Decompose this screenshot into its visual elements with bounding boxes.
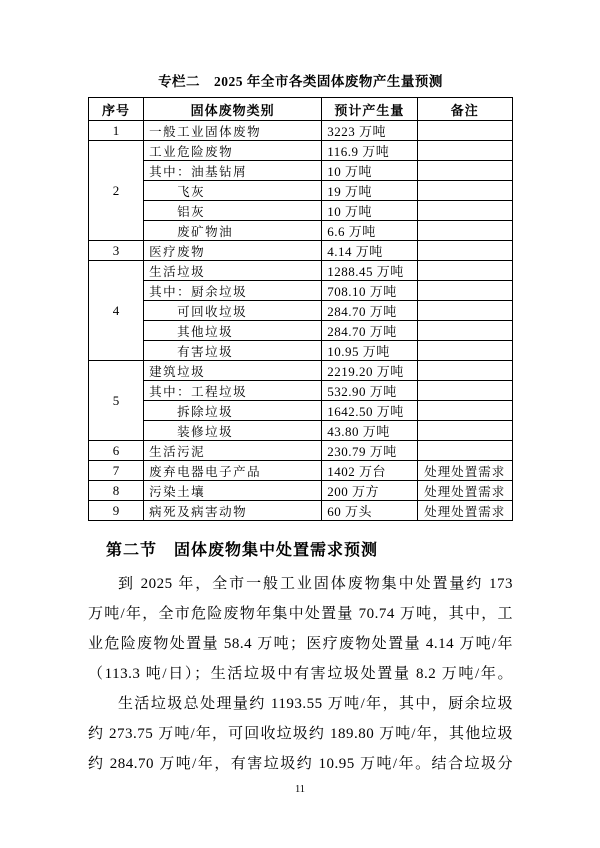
amount-cell: 532.90 万吨	[322, 381, 417, 401]
paragraph-line: 约 273.75 万吨/年，可回收垃圾约 189.80 万吨/年，其他垃圾	[88, 726, 513, 742]
remark-cell	[417, 241, 512, 261]
amount-cell: 60 万头	[322, 501, 417, 521]
category-cell: 可回收垃圾	[144, 301, 322, 321]
amount-cell: 10 万吨	[322, 161, 417, 181]
amount-cell: 230.79 万吨	[322, 441, 417, 461]
table-row	[89, 201, 513, 221]
remark-cell	[417, 341, 512, 361]
table-row	[89, 321, 513, 341]
remark-cell	[417, 361, 512, 381]
seq-cell: 3	[89, 241, 144, 261]
table-row	[89, 401, 513, 421]
remark-cell: 处理处置需求	[417, 501, 512, 521]
table-row	[89, 381, 513, 401]
amount-cell: 1642.50 万吨	[322, 401, 417, 421]
waste-forecast-table	[88, 97, 513, 521]
table-row	[89, 241, 513, 261]
paragraph-line: 约 284.70 万吨/年，有害垃圾约 10.95 万吨/年。结合垃圾分	[88, 756, 513, 772]
page-number: 11	[294, 784, 306, 795]
paragraph-line: 到 2025 年，全市一般工业固体废物集中处置量约 173	[118, 576, 513, 592]
amount-cell: 6.6 万吨	[322, 221, 417, 241]
category-cell: 生活污泥	[144, 441, 322, 461]
section-heading: 第二节 固体废物集中处置需求预测	[106, 542, 379, 559]
amount-cell: 200 万方	[322, 481, 417, 501]
remark-cell	[417, 441, 512, 461]
amount-cell: 19 万吨	[322, 181, 417, 201]
remark-cell	[417, 121, 512, 141]
category-cell: 飞灰	[144, 181, 322, 201]
box-table-title: 专栏二 2025 年全市各类固体废物产生量预测	[158, 74, 443, 89]
table-row	[89, 341, 513, 361]
remark-cell	[417, 141, 512, 161]
remark-cell	[417, 161, 512, 181]
category-cell: 医疗废物	[144, 241, 322, 261]
amount-cell: 10.95 万吨	[322, 341, 417, 361]
page-content	[88, 0, 513, 779]
category-cell: 污染土壤	[144, 481, 322, 501]
amount-cell: 43.80 万吨	[322, 421, 417, 441]
category-cell: 废矿物油	[144, 221, 322, 241]
remark-cell	[417, 221, 512, 241]
table-row	[89, 361, 513, 381]
seq-cell: 4	[89, 261, 144, 361]
table-header	[89, 98, 513, 121]
amount-cell: 1402 万台	[322, 461, 417, 481]
table-row	[89, 481, 513, 501]
seq-cell: 6	[89, 441, 144, 461]
col-header-amount: 预计产生量	[322, 98, 417, 121]
amount-cell: 10 万吨	[322, 201, 417, 221]
table-row	[89, 441, 513, 461]
amount-cell: 2219.20 万吨	[322, 361, 417, 381]
remark-cell	[417, 421, 512, 441]
table-row	[89, 121, 513, 141]
category-cell: 装修垃圾	[144, 421, 322, 441]
table-row	[89, 261, 513, 281]
remark-cell	[417, 281, 512, 301]
remark-cell	[417, 381, 512, 401]
remark-cell	[417, 201, 512, 221]
category-cell: 其中：厨余垃圾	[144, 281, 322, 301]
amount-cell: 284.70 万吨	[322, 301, 417, 321]
seq-cell: 1	[89, 121, 144, 141]
amount-cell: 708.10 万吨	[322, 281, 417, 301]
seq-cell: 8	[89, 481, 144, 501]
table-header-row	[89, 98, 513, 121]
amount-cell: 1288.45 万吨	[322, 261, 417, 281]
category-cell: 其他垃圾	[144, 321, 322, 341]
table-row	[89, 461, 513, 481]
table-row	[89, 141, 513, 161]
table-row	[89, 501, 513, 521]
paragraph-line: 万吨/年，全市危险废物年集中处置量 70.74 万吨，其中，工	[88, 606, 513, 622]
remark-cell	[417, 181, 512, 201]
body-text	[88, 569, 513, 779]
seq-cell: 9	[89, 501, 144, 521]
category-cell: 生活垃圾	[144, 261, 322, 281]
table-row	[89, 181, 513, 201]
amount-cell: 3223 万吨	[322, 121, 417, 141]
table-row	[89, 301, 513, 321]
table-row	[89, 281, 513, 301]
category-cell: 废弃电器电子产品	[144, 461, 322, 481]
category-cell: 其中：工程垃圾	[144, 381, 322, 401]
remark-cell	[417, 301, 512, 321]
category-cell: 建筑垃圾	[144, 361, 322, 381]
paragraph-line: 生活垃圾总处理量约 1193.55 万吨/年，其中，厨余垃圾	[118, 696, 513, 712]
category-cell: 拆除垃圾	[144, 401, 322, 421]
seq-cell: 5	[89, 361, 144, 441]
category-cell: 有害垃圾	[144, 341, 322, 361]
amount-cell: 116.9 万吨	[322, 141, 417, 161]
remark-cell	[417, 321, 512, 341]
paragraph-line: （113.3 吨/日）；生活垃圾中有害垃圾处置量 8.2 万吨/年。	[88, 666, 513, 682]
category-cell: 工业危险废物	[144, 141, 322, 161]
remark-cell: 处理处置需求	[417, 481, 512, 501]
seq-cell: 2	[89, 141, 144, 241]
amount-cell: 4.14 万吨	[322, 241, 417, 261]
category-cell: 病死及病害动物	[144, 501, 322, 521]
category-cell: 其中：油基钻屑	[144, 161, 322, 181]
col-header-remark: 备注	[417, 98, 512, 121]
table-row	[89, 421, 513, 441]
paragraph-line: 业危险废物处置量 58.4 万吨；医疗废物处置量 4.14 万吨/年	[88, 636, 513, 652]
table-body	[89, 121, 513, 521]
table-row	[89, 221, 513, 241]
col-header-seq: 序号	[89, 98, 144, 121]
col-header-category: 固体废物类别	[144, 98, 322, 121]
table-row	[89, 161, 513, 181]
remark-cell	[417, 401, 512, 421]
remark-cell: 处理处置需求	[417, 461, 512, 481]
category-cell: 一般工业固体废物	[144, 121, 322, 141]
amount-cell: 284.70 万吨	[322, 321, 417, 341]
category-cell: 铝灰	[144, 201, 322, 221]
seq-cell: 7	[89, 461, 144, 481]
remark-cell	[417, 261, 512, 281]
